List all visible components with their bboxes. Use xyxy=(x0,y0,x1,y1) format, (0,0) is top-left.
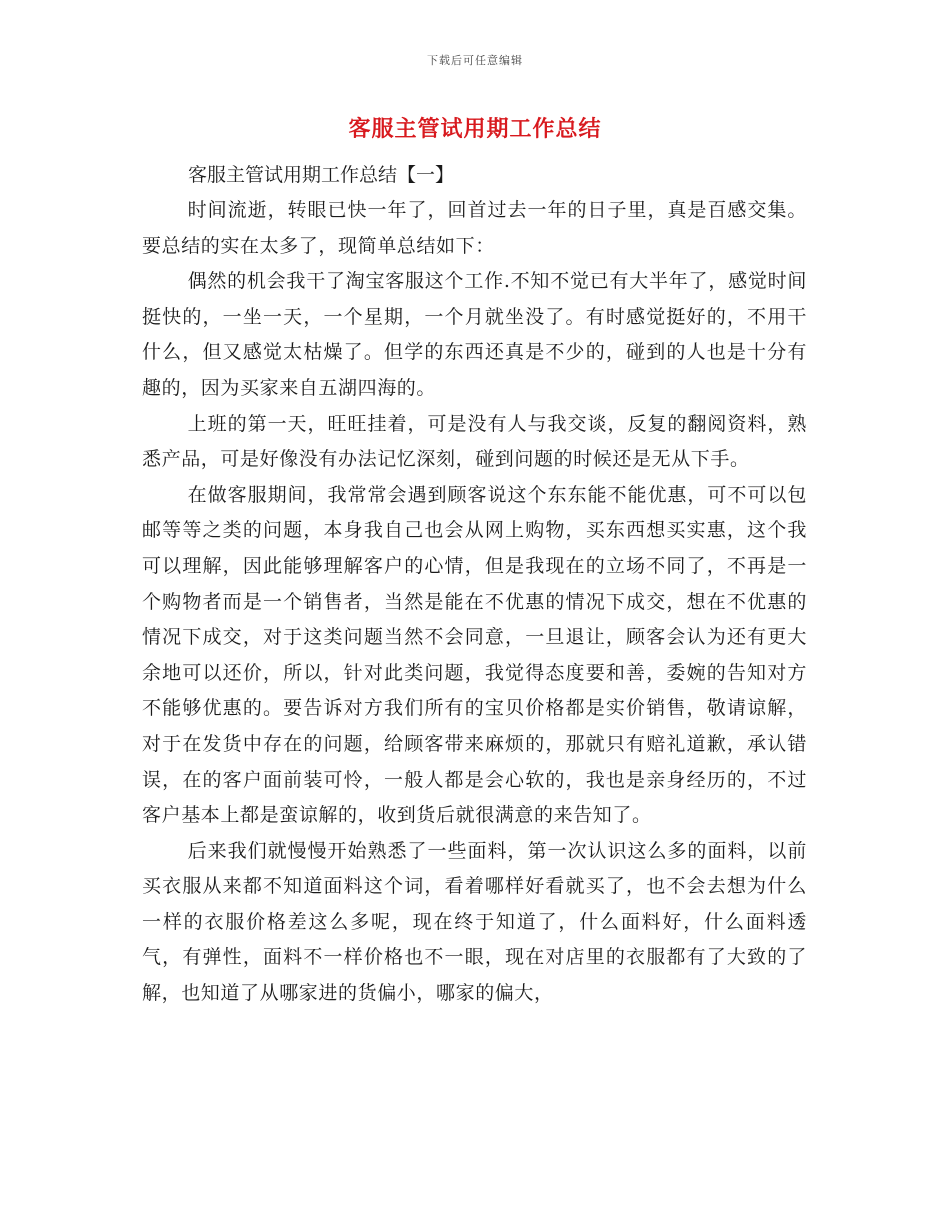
section-subtitle: 客服主管试用期工作总结【一】 xyxy=(188,164,455,186)
paragraph: 后来我们就慢慢开始熟悉了一些面料，第一次认识这么多的面料，以前买衣服从来都不知道面料这个词，看着哪样好看就买了，也不会去想为什么一样的衣服价格差这么多呢，现在终于知道了，什么面料好，什么面料透气，有弹性，面料不一样价格也不一眼，现在对店里的衣服都有了大致的了解，也知道了从哪家进的货偏小，哪家的偏大， xyxy=(142,839,807,1005)
paragraph: 时间流逝，转眼已快一年了，回首过去一年的日子里，真是百感交集。要总结的实在太多了，现简单总结如下： xyxy=(142,199,807,257)
paragraph: 在做客服期间，我常常会遇到顾客说这个东东能不能优惠，可不可以包邮等等之类的问题，本身我自己也会从网上购物，买东西想买实惠，这个我可以理解，因此能够理解客户的心情，但是我现在的立场不同了，不再是一个购物者而是一个销售者，当然是能在不优惠的情况下成交，想在不优惠的情况下成交，对于这类问题当然不会同意，一旦退让，顾客会认为还有更大余地可以还价，所以，针对此类问题，我觉得态度要和善，委婉的告知对方不能够优惠的。要告诉对方我们所有的宝贝价格都是实价销售，敬请谅解，对于在发货中存在的问题，给顾客带来麻烦的，那就只有赔礼道歉，承认错误，在的客户面前装可怜，一般人都是会心软的，我也是亲身经历的，不过客户基本上都是蛮谅解的，收到货后就很满意的来告知了。 xyxy=(142,483,807,827)
header-note: 下载后可任意编辑 xyxy=(427,54,523,67)
paragraph: 偶然的机会我干了淘宝客服这个工作.不知不觉已有大半年了，感觉时间挺快的，一坐一天，一个星期，一个月就坐没了。有时感觉挺好的，不用干什么，但又感觉太枯燥了。但学的东西还真是不少的，碰到的人也是十分有趣的，因为买家来自五湖四海的。 xyxy=(142,270,807,399)
document-body xyxy=(142,158,807,1012)
document-title: 客服主管试用期工作总结 xyxy=(348,116,602,142)
paragraph: 上班的第一天，旺旺挂着，可是没有人与我交谈，反复的翻阅资料，熟悉产品，可是好像没有办法记忆深刻，碰到问题的时候还是无从下手。 xyxy=(142,412,807,471)
